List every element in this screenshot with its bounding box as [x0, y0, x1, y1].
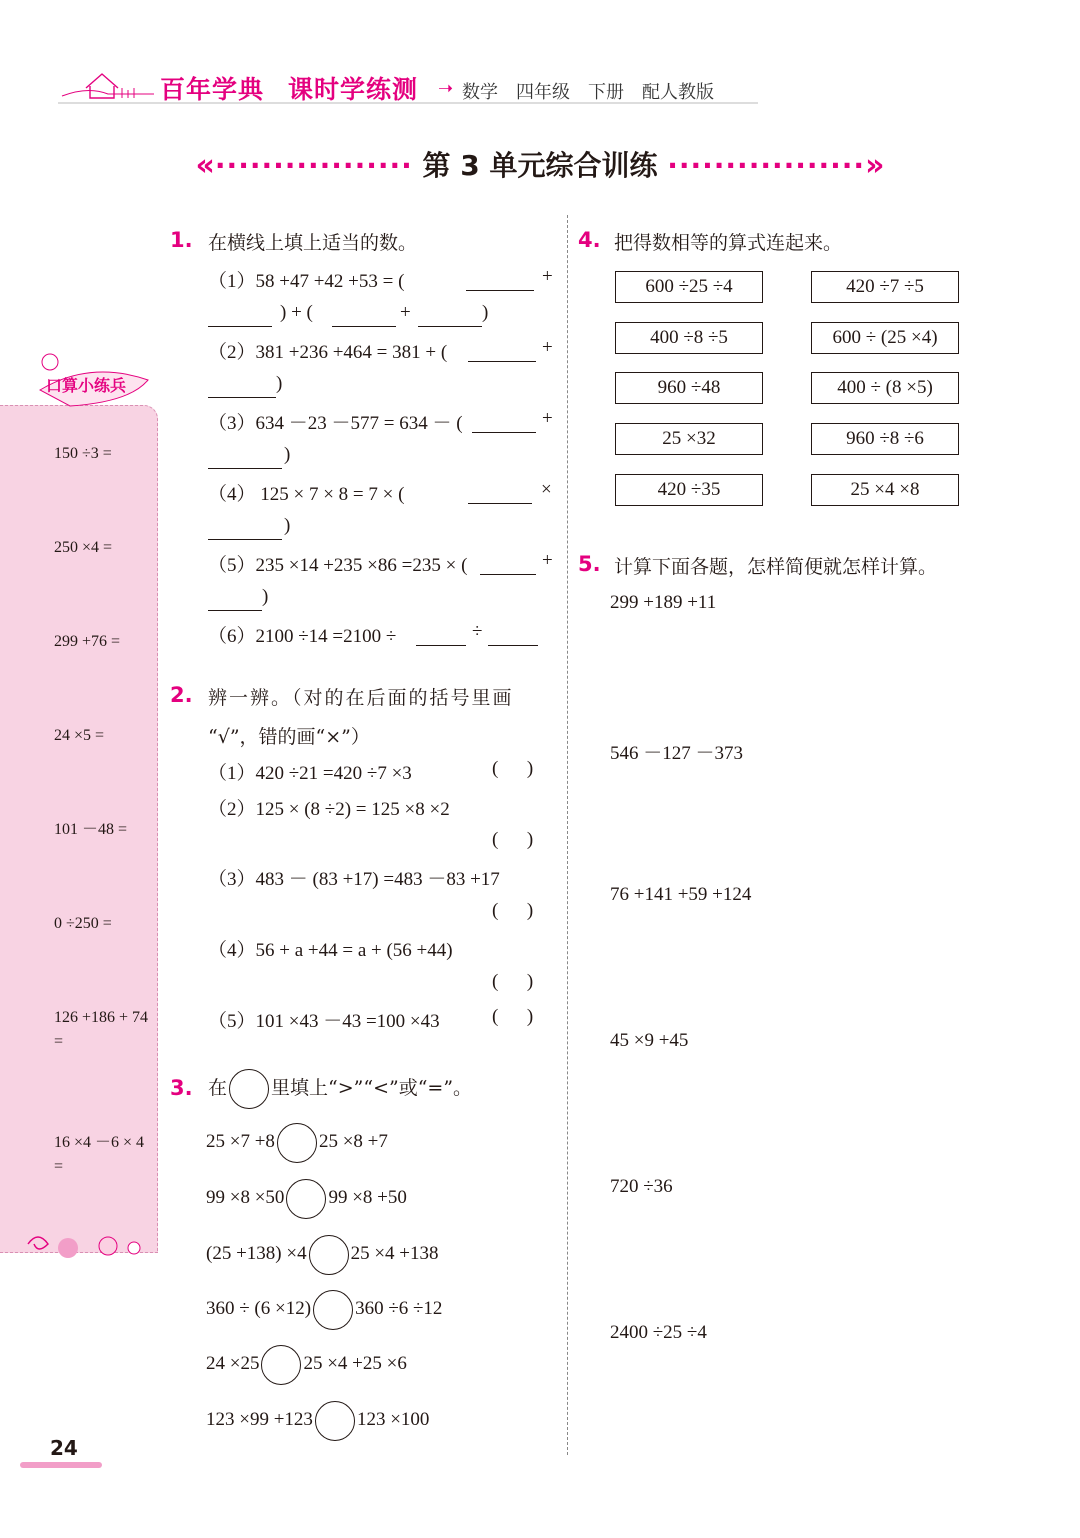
compare-row: 24 ×25 25 ×4 +25 ×6 [206, 1344, 407, 1385]
compare-circle[interactable] [277, 1123, 317, 1163]
sidebar-label: 口算小练兵 [46, 376, 127, 395]
match-box-right[interactable]: 420 ÷7 ÷5 [811, 271, 959, 303]
calc-item: 76 +141 +59 +124 [610, 884, 752, 905]
mental-math-item: 24 ×5 = [54, 727, 105, 744]
judge-item: （3）483 － (83 +17) =483 －83 +17 [208, 869, 500, 890]
volume: 下册 [588, 82, 624, 103]
answer-blank[interactable] [466, 272, 534, 291]
q1-text: ) + ( [280, 302, 313, 323]
calc-item: 720 ÷36 [610, 1176, 673, 1197]
match-box-right[interactable]: 25 ×4 ×8 [811, 474, 959, 506]
answer-blank[interactable] [488, 627, 538, 646]
answer-blank[interactable] [480, 556, 536, 575]
divide-sign: ÷ [472, 621, 483, 642]
times-sign: × [541, 479, 552, 500]
page-number-bar [20, 1462, 102, 1468]
match-box-left[interactable]: 400 ÷8 ÷5 [615, 322, 763, 354]
plus-sign: + [542, 408, 553, 429]
mental-math-item: 101 －48 = [54, 821, 128, 838]
judge-item: （5）101 ×43 －43 =100 ×43 [208, 1011, 440, 1032]
q1-line: （5）235 ×14 +235 ×86 =235 × ( [208, 555, 468, 576]
brand-name: 百年学典 [160, 75, 265, 104]
compare-circle[interactable] [313, 1290, 353, 1330]
question-number: 5. [578, 552, 601, 576]
column-divider [567, 215, 568, 1455]
q1-line: （2）381 +236 +464 = 381 + ( [208, 342, 448, 363]
q1-line: （6）2100 ÷14 =2100 ÷ [208, 626, 397, 647]
question-number: 2. [170, 683, 193, 707]
grade: 四年级 [516, 82, 570, 103]
match-box-right[interactable]: 600 ÷ (25 ×4) [811, 322, 959, 354]
answer-paren[interactable]: ( ) [492, 829, 534, 850]
question-prompt: 把得数相等的算式连起来。 [614, 232, 843, 254]
question-number: 4. [578, 228, 601, 252]
q1-text: ) [276, 373, 283, 394]
question-number: 1. [170, 228, 193, 252]
compare-circle[interactable] [309, 1235, 349, 1275]
answer-blank[interactable] [208, 308, 272, 327]
edition: 配人教版 [642, 82, 714, 103]
q1-text: ) [482, 302, 489, 323]
answer-paren[interactable]: ( ) [492, 900, 534, 921]
answer-blank[interactable] [208, 592, 262, 611]
answer-blank[interactable] [472, 414, 536, 433]
match-box-right[interactable]: 960 ÷8 ÷6 [811, 423, 959, 455]
match-box-left[interactable]: 420 ÷35 [615, 474, 763, 506]
circle-icon [229, 1069, 269, 1109]
q1-line: （3）634 －23 －577 = 634 － ( [208, 413, 463, 434]
q1-text: ) [262, 586, 269, 607]
question-prompt: 在横线上填上适当的数。 [208, 232, 418, 254]
question-prompt: 在 里填上“>”“<”或“=”。 [208, 1068, 472, 1109]
brand-title [160, 70, 418, 106]
compare-circle[interactable] [261, 1345, 301, 1385]
answer-blank[interactable] [208, 450, 282, 469]
judge-item: （1）420 ÷21 =420 ÷7 ×3 [208, 763, 412, 784]
unit-title: 第 3 单元综合训练 [422, 149, 658, 182]
calc-item: 546 －127 －373 [610, 743, 744, 764]
q1-text: ) [284, 515, 291, 536]
judge-item: （2）125 × (8 ÷2) = 125 ×8 ×2 [208, 799, 450, 820]
answer-blank[interactable] [468, 485, 532, 504]
page-number: 24 [50, 1436, 78, 1460]
judge-item: （4）56 + a +44 = a + (56 +44) [208, 940, 453, 961]
mental-math-item: 250 ×4 = [54, 539, 113, 556]
calc-item: 2400 ÷25 ÷4 [610, 1322, 707, 1343]
swirl-decoration-icon [18, 1226, 148, 1266]
answer-paren[interactable]: ( ) [492, 1006, 534, 1027]
question-prompt: “√”，错的画“×”） [208, 726, 370, 748]
match-box-left[interactable]: 25 ×32 [615, 423, 763, 455]
answer-paren[interactable]: ( ) [492, 971, 534, 992]
answer-blank[interactable] [416, 627, 466, 646]
match-box-left[interactable]: 600 ÷25 ÷4 [615, 271, 763, 303]
mental-math-item: 299 +76 = [54, 633, 121, 650]
calc-item: 45 ×9 +45 [610, 1030, 689, 1051]
answer-blank[interactable] [208, 379, 276, 398]
question-prompt: 辨一辨。（对的在后面的括号里画 [208, 687, 514, 709]
question-prompt: 计算下面各题，怎样简便就怎样计算。 [614, 556, 938, 578]
subject: 数学 [462, 82, 498, 103]
compare-circle[interactable] [315, 1401, 355, 1441]
plus-sign: + [542, 550, 553, 571]
plus-sign: + [400, 302, 411, 323]
chevron-left-icon: « [195, 148, 215, 183]
q1-text: ) [284, 444, 291, 465]
mental-math-item: 0 ÷250 = [54, 915, 112, 932]
answer-blank[interactable] [468, 343, 536, 362]
plus-sign: + [542, 337, 553, 358]
question-number: 3. [170, 1076, 193, 1100]
compare-row: 25 ×7 +8 25 ×8 +7 [206, 1122, 388, 1163]
chevron-right-icon: » [865, 148, 885, 183]
mental-math-item: 126 +186 + 74 = [54, 1009, 149, 1050]
answer-paren[interactable]: ( ) [492, 758, 534, 779]
calc-item: 299 +189 +11 [610, 592, 717, 613]
match-box-left[interactable]: 960 ÷48 [615, 372, 763, 404]
answer-blank[interactable] [332, 308, 396, 327]
answer-blank[interactable] [208, 521, 282, 540]
plus-sign: + [542, 266, 553, 287]
compare-row: (25 +138) ×4 25 ×4 +138 [206, 1234, 439, 1275]
q1-line: （4） 125 × 7 × 8 = 7 × ( [208, 484, 405, 505]
compare-row: 123 ×99 +123 123 ×100 [206, 1400, 429, 1441]
mental-math-item: 16 ×4 －6 × 4 = [54, 1134, 145, 1175]
answer-blank[interactable] [418, 308, 482, 327]
compare-circle[interactable] [286, 1179, 326, 1219]
match-box-right[interactable]: 400 ÷ (8 ×5) [811, 372, 959, 404]
brand-series: 课时学练测 [288, 75, 419, 104]
mental-math-item: 150 ÷3 = [54, 445, 112, 462]
page-title: «················· 第 3 单元综合训练 ·················» [195, 148, 885, 183]
book-info [462, 78, 732, 104]
compare-row: 360 ÷ (6 ×12) 360 ÷6 ÷12 [206, 1289, 442, 1330]
compare-row: 99 ×8 ×50 99 ×8 +50 [206, 1178, 407, 1219]
q1-line: （1）58 +47 +42 +53 = ( [208, 271, 405, 292]
arrow-right-icon: ➝ [438, 78, 454, 99]
